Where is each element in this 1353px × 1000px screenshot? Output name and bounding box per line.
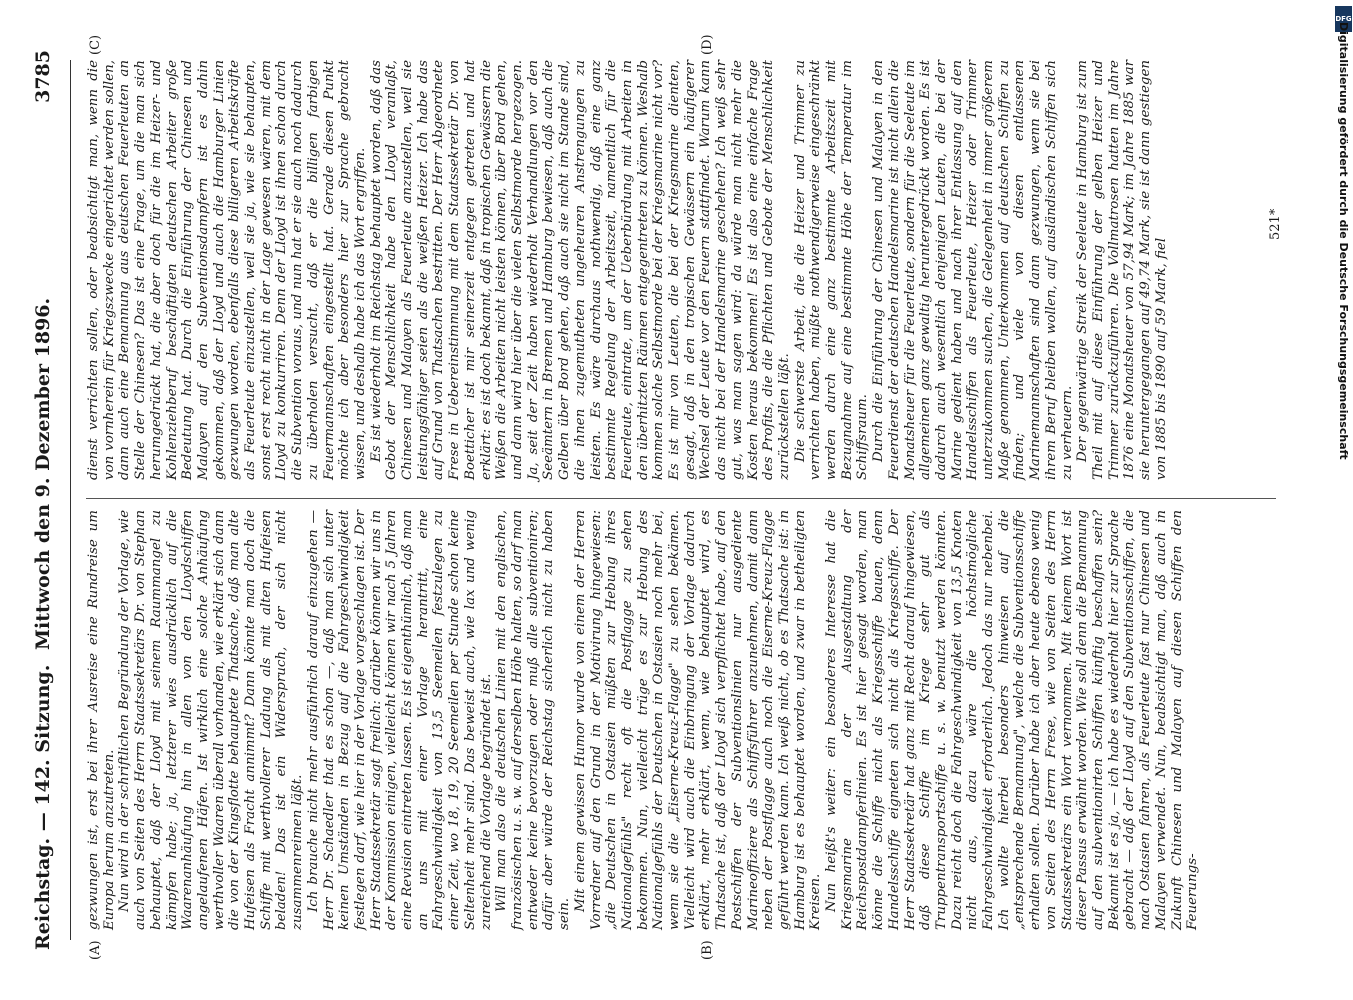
paragraph: Die schwerste Arbeit, die die Heizer und Trimmer zu verrichten haben, müßte nothwendigerweise eingeschränkt werden durch eine ganz bestimmte Arbeitszeit mit Bezugnahme auf eine bestimmte Höhe der Temperatur im Schiffsraum. [792, 60, 871, 480]
margin-mark-a: (A) [88, 940, 103, 960]
header-date: Mittwoch den 9. Dezember 1896. [32, 297, 54, 650]
page-header [26, 50, 66, 950]
credit-text: Digitalisierung gefördert durch die Deutsche Forschungsgemeinschaft [1337, 22, 1350, 460]
header-page-number: 3785 [32, 50, 54, 103]
paragraph: Will man also die deutschen Linien mit den englischen, französischen u. s. w. auf derselben Höhe halten, so darf man entweder keine bevorzugen oder muß alle subventioniren; dafür aber würde der Reichstag sicherlich nicht zu haben sein. [494, 510, 573, 930]
digitization-credit [1338, 22, 1352, 982]
paragraph: Nun wird in der schriftlichen Begründung der Vorlage, wie auch von Seiten des Herrn Staatssekretärs Dr. von Stephan behauptet, daß der Lloyd mit seinem Raummangel zu kämpfen habe; ja, letzterer wies ausdrücklich auf die Waarenanhäufung hin in allen von den Lloydschiffen angelaufenen Häfen. Ist wirklich eine solche Anhäufung werthvoller Waaren überall vorhanden, wie erklärt sich dann die von der Kingsflotte behauptete Thatsache, daß man alte Hufeisen als Fracht annimmt? Dann könnte man doch die Schiffe mit werthvollerer Ladung als mit alten Hufeisen beladen! Das ist ein Widerspruch, der sich nicht zusammenreimen läßt. [117, 510, 306, 930]
paragraph: Mit einem gewissen Humor wurde von einem der Herren Vorredner auf den Grund in der Motivirung hingewiesen: „die Deutschen in Ostasien müßten zur Hebung ihres Nationalgefühls" recht oft die Postflagge zu sehen bekommen. Nun, vielleicht trüge es zur Hebung des Nationalgefühls der Deutschen in Ostasien noch mehr bei, wenn sie die „Eiserne-Kreuz-Flagge" zu sehen bekämen. Vielleicht wird auch die Einbringung der Vorlage dadurch erklärt, mehr erklärt, wenn, wie behauptet wird, es Thatsache ist, daß der Lloyd sich verpflichtet habe, auf den Postschiffen der Subventionslinien nur ausgediente Marineoffiziere als Schiffsführer anzunehmen, damit dann neben der Postflagge auch noch die Eiserne-Kreuz-Flagge geführt werden kann. Ich weiß nicht, ob es Thatsache ist: in Hamburg ist es behauptet worden, und zwar in betheiligten Kreisen. [572, 510, 824, 930]
page-reference: 521* [1268, 208, 1283, 240]
paragraph: Der gegenwärtige Streik der Seeleute in Hamburg ist zum Theil mit auf diese Einführung der gelben Heizer und Trimmer zurückzuführen. Die Vollmatrosen hatten im Jahre 1876 eine Monatsheuer von 57,94 Mark; im Jahre 1885 war sie heruntergegangen auf 49,74 Mark, sie ist dann gestiegen von 1885 bis 1890 auf 59 Mark, fiel [1075, 60, 1169, 480]
left-column [86, 510, 1201, 930]
margin-mark-d: (D) [700, 34, 715, 55]
paragraph: gezwungen ist, erst bei ihrer Ausreise eine Rundreise um Europa herum anzutreten. [86, 510, 117, 930]
right-column [86, 60, 1170, 480]
paragraph: Es ist wiederholt im Reichstag behauptet worden, daß das Gebot der Menschlichkeit habe den Lloyd veranlaßt, Chinesen und Malayen als Feuerleute anzustellen, weil sie leistungsfähiger seien als die weißen Heizer. Ich habe das auf Grund von Thatsachen bestritten. Der Herr Abgeordnete Frese in Uebereinstimmung mit dem Staatssekretär Dr. von Boetticher ist mir seinerzeit entgegen getreten und hat erklärt: es ist doch bekannt, daß in tropischen Gewässern die Weißen die Arbeiten nicht leisten können, über Bord gehen, und dann wird hier über die vielen Selbstmorde hergezogen. Ja, seit der Zeit haben wiederholt Verhandlungen vor den Seeämtern in Bremen und Hamburg bewiesen, daß auch die Gelben über Bord gehen, daß auch sie nicht im Stande sind, die ihnen zugemutheten ungeheuren Anstrengungen zu leisten. Es wäre durchaus nothwendig, daß eine ganz bestimmte Regelung der Arbeitszeit, namentlich für die Feuerleute, eintrate, um der Ueberbürdung mit Arbeiten in den überhitzten Räumen entgegentreten zu können. Weshalb kommen solche Selbstmorde bei der Kriegsmarine nicht vor? Es ist mir von Leuten, die bei der Kriegsmarine dienten, gesagt, daß in den tropischen Gewässern ein häufigerer Wechsel der Leute vor den Feuern stattfindet. Warum kann das nicht bei der Handelsmarine geschehen? Ich weiß sehr gut, was man sagen wird: da würde man nicht mehr die Kosten heraus bekommen! Es ist also eine einfache Frage des Profits, die die Pflichten und Gebote der Menschlichkeit zurückstellen läßt. [368, 60, 792, 480]
dfg-logo: DFG [1335, 6, 1352, 32]
margin-mark-b: (B) [700, 940, 715, 960]
paragraph: Nun heißt's weiter: ein besonderes Interesse hat die Kriegsmarine an der Ausgestaltung der Reichspostdampferlinien. Es ist hier gesagt worden, man könne die Schiffe nicht als Kriegsschiffe bauen, denn Handelsschiffe eigneten sich nicht als Kriegsschiffe. Der Herr Staatssekretär hat ganz mit Recht darauf hingewiesen, daß diese Schiffe im Kriege sehr gut als Truppentransportschiffe u. s. w. benutzt werden könnten. Dazu reicht doch die Fahrgeschwindigkeit von 13,5 Knoten nicht aus, dazu wäre die höchstmögliche Fahrgeschwindigkeit erforderlich. Jedoch das nur nebenbei. Ich wollte hierbei besonders hinweisen auf die „entsprechende Bemannung", welche die Subventionsschiffe erhalten sollen. Darüber habe ich aber heute ebenso wenig von Seiten des Herrn Frese, wie von Seiten des Herrn Staatssekretärs ein Wort vernommen. Mit keinem Wort ist dieser Passus erwähnt worden. Wie soll denn die Bemannung auf den subventionirten Schiffen künftig beschaffen sein? Bekannt ist es ja, — ich habe es wiederholt hier zur Sprache gebracht — daß der Lloyd auf den Subventionsschiffen, die nach Ostasien fahren, als Feuerleute fast nur Chinesen und Malayen verwendet. Nun, beabsichtigt man, daß auch in Zukunft Chinesen und Malayen auf diesen Schiffen den Feuerungs- [824, 510, 1201, 930]
paragraph: dienst verrichten sollen, oder beabsichtigt man, wenn die von vornherein für Kriegszwecke eingerichtet werden sollen, dann auch eine Bemannung aus deutschen Feuerleuten an Stelle der Chinesen? Das ist eine Frage, um die man sich herumgedrückt hat, die aber doch für die im Heizer- und Kohlenziehberuf beschäftigten deutschen Arbeiter große Bedeutung hat. Durch die Einführung der Chinesen und Malayen auf den Subventionsdampfern ist es dahin gekommen, daß der Lloyd und auch die Hamburger Linien gezwungen worden, ebenfalls diese billigeren Arbeitskräfte als Feuerleute einzustellen, weil sie ja, wie sie behaupten, sonst erst recht nicht in der Lage gewesen wären, mit dem Lloyd zu konkurriren. Denn der Lloyd ist ihnen schon durch die Subvention voraus, und nun hat er sie auch noch dadurch zu überholen versucht, daß er die billigen farbigen Feuermannschaften eingestellt hat. Gerade diesen Punkt möchte ich aber besonders hier zur Sprache gebracht wissen, und deshalb habe ich das Wort ergriffen. [86, 60, 368, 480]
paragraph: Ich brauche nicht mehr ausführlich darauf einzugehen — Herr Dr. Schaedler that es schon —, daß man sich unter keinen Umständen in Bezug auf die Fahrgeschwindigkeit festlegen darf, wie hier in der Vorlage vorgeschlagen ist. Der Herr Staatssekretär sagt freilich: darüber können wir uns in der Kommission einigen, vielleicht können wir nach 5 Jahren eine Revision eintreten lassen. Es ist eigenthümlich, daß man an uns mit einer Vorlage herantritt, eine Fahrgeschwindigkeit von 13,5 Seemeilen festzulegen zu einer Zeit, wo 18, 19, 20 Seemeilen per Stunde schon keine Seltenheit mehr sind. Das beweist auch, wie lax und wenig zureichend die Vorlage begründet ist. [305, 510, 494, 930]
header-session: Reichstag. — 142. Sitzung. [32, 664, 54, 950]
header-divider [70, 60, 71, 940]
paragraph: Durch die Einführung der Chinesen und Malayen in den Feuerdienst der deutschen Handelsmarine ist nicht allein die Monatsheuer für die Feuerleute, sondern für die Seeleute im allgemeinen ganz gewaltig heruntergedrückt worden. Es ist dadurch auch wesentlich denjenigen Leuten, die bei der Marine gedient haben und nach ihrer Entlassung auf den Handelsschiffen als Feuerleute, Heizer oder Trimmer unterzukommen suchen, die Gelegenheit in immer größerem Maße genommen, Unterkommen auf deutschen Schiffen zu finden; und viele von diesen entlassenen Marinemannschaften sind dann gezwungen, wenn sie bei ihrem Beruf bleiben wollen, auf ausländischen Schiffen sich zu verheuern. [871, 60, 1075, 480]
margin-mark-c: (C) [88, 34, 103, 55]
column-divider [86, 498, 1276, 499]
